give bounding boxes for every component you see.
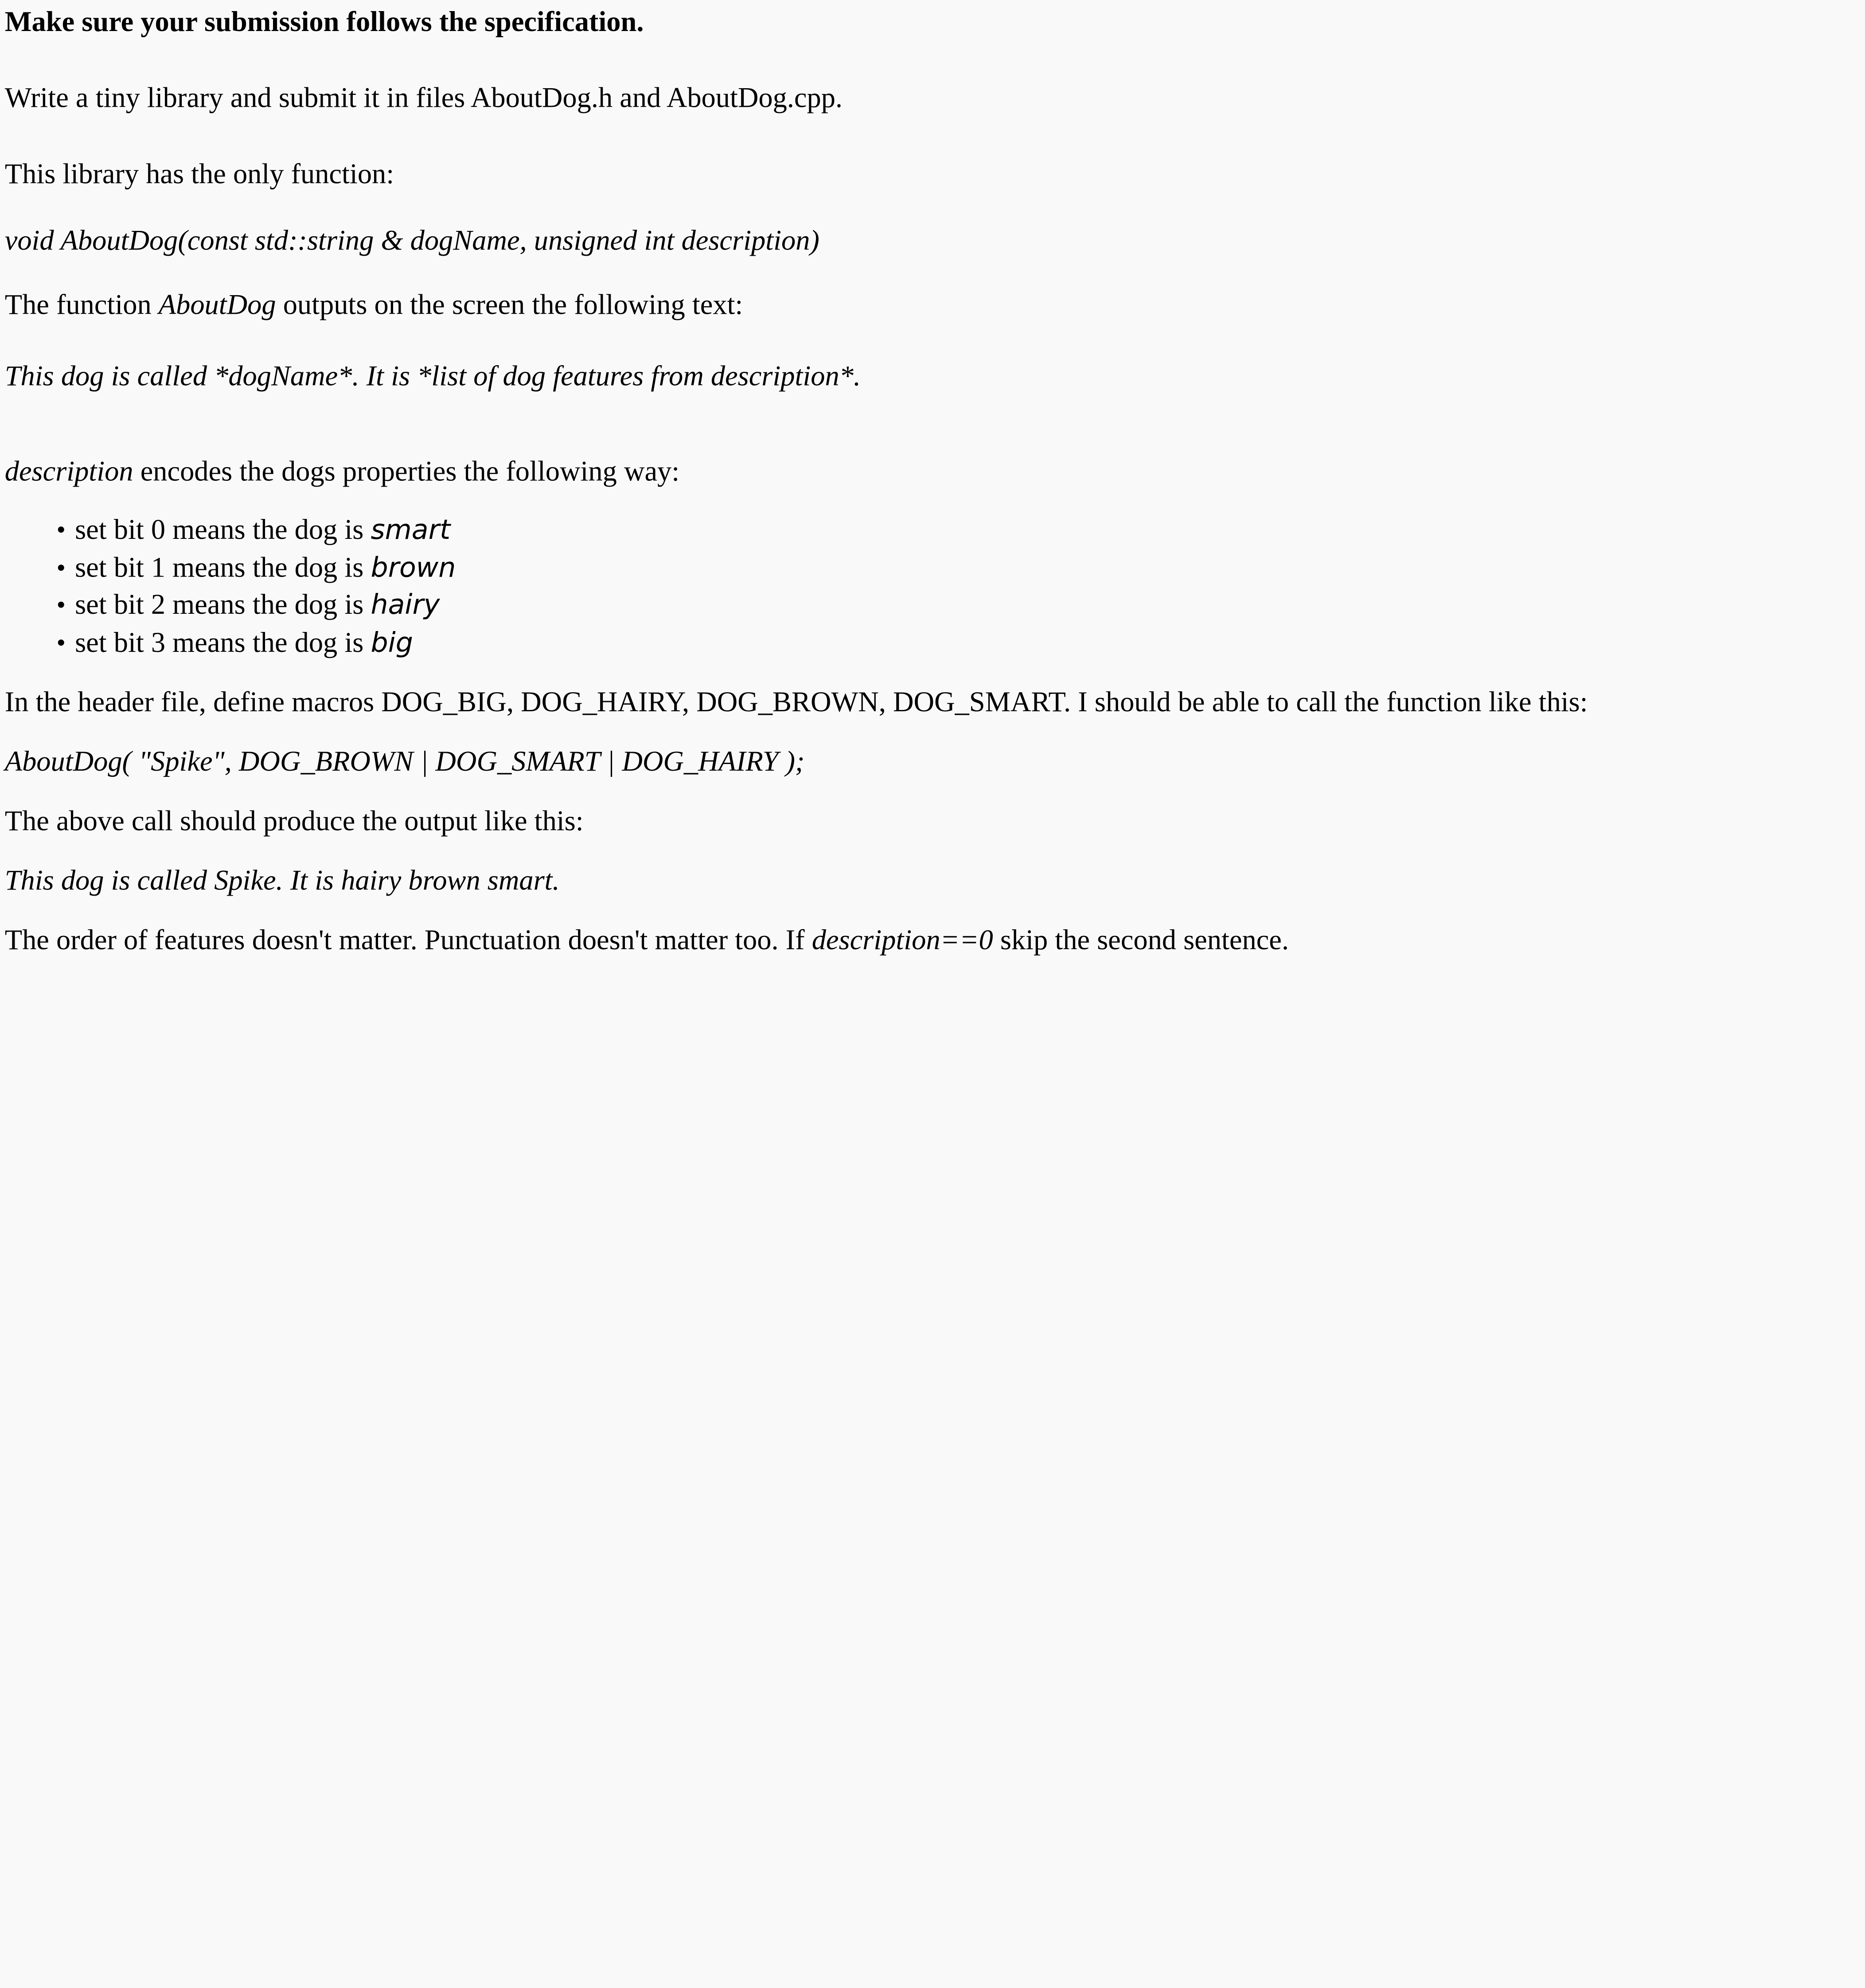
bit-list bbox=[5, 513, 456, 663]
bit-text: set bit 0 means the dog is bbox=[75, 515, 371, 546]
above-call-paragraph: The above call should produce the output like this: bbox=[4, 806, 584, 838]
bullet-icon: • bbox=[55, 518, 67, 544]
outputs-text-after: outputs on the screen the following text: bbox=[276, 290, 743, 321]
encoding-paragraph bbox=[5, 453, 679, 491]
bit-feature: smart bbox=[371, 515, 451, 546]
bit-feature: big bbox=[371, 627, 413, 659]
encoding-text: encodes the dogs properties the following way: bbox=[133, 456, 680, 488]
order-note-condition: description==0 bbox=[812, 925, 993, 956]
list-item bbox=[55, 625, 456, 663]
function-name: AboutDog bbox=[158, 290, 276, 321]
example-output: This dog is called Spike. It is hairy brown smart. bbox=[4, 865, 560, 897]
list-item bbox=[55, 513, 456, 550]
outputs-text-before: The function bbox=[4, 290, 159, 321]
bit-feature: brown bbox=[371, 552, 456, 584]
order-note-paragraph bbox=[5, 922, 1289, 960]
only-function-paragraph: This library has the only function: bbox=[4, 159, 394, 191]
order-note-after: skip the second sentence. bbox=[993, 925, 1289, 956]
outputs-paragraph bbox=[5, 287, 743, 325]
function-signature: void AboutDog(const std::string & dogName, unsigned int description) bbox=[4, 226, 819, 257]
bit-text: set bit 2 means the dog is bbox=[75, 590, 371, 621]
list-item bbox=[55, 550, 456, 588]
description-term: description bbox=[4, 456, 133, 488]
intro-paragraph: Write a tiny library and submit it in files AboutDog.h and AboutDog.cpp. bbox=[4, 83, 843, 114]
example-call: AboutDog( "Spike", DOG_BROWN | DOG_SMART | DOG_HAIRY ); bbox=[4, 747, 805, 778]
macros-paragraph: In the header file, define macros DOG_BIG, DOG_HAIRY, DOG_BROWN, DOG_SMART. I should be able to call the function like this: bbox=[4, 687, 1588, 719]
order-note-before: The order of features doesn't matter. Punctuation doesn't matter too. If bbox=[4, 925, 812, 956]
bit-text: set bit 1 means the dog is bbox=[75, 552, 371, 584]
bullet-icon: • bbox=[55, 593, 67, 619]
bit-feature: hairy bbox=[371, 590, 440, 621]
list-item bbox=[55, 588, 456, 625]
bullet-icon: • bbox=[55, 631, 67, 656]
spec-heading: Make sure your submission follows the specification. bbox=[4, 7, 644, 38]
bit-text: set bit 3 means the dog is bbox=[75, 627, 371, 659]
bullet-icon: • bbox=[55, 556, 67, 581]
output-template: This dog is called *dogName*. It is *list of dog features from description*. bbox=[4, 361, 861, 393]
